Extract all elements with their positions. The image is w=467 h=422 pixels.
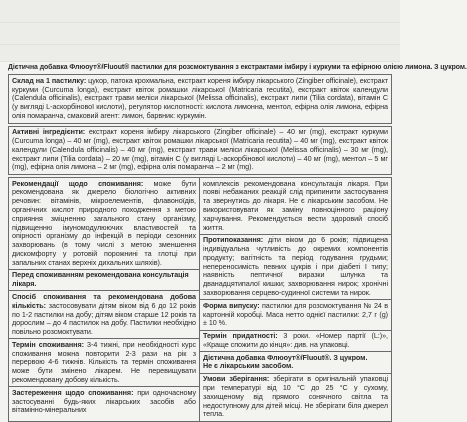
contraindications-text: діти віком до 6 років; підвищена індивідуальна чутливість до окремих компонентів продукту; вагітність та період годування грудьми; непереносимість певних цукрів і при діабеті І типу; наявність пептичної виразки шлунка та дванадцятипалої кишки; захворювання нирок; хронічні захворювання серцево-судинної системи та нирок. <box>203 235 388 297</box>
footer-block <box>200 352 391 374</box>
packaging-top-flap <box>0 0 400 62</box>
info-columns <box>8 177 392 422</box>
composition-label: Склад на 1 пастилку: <box>12 75 87 85</box>
label-panel <box>8 64 467 422</box>
release-form-label: Форма випуску: <box>203 300 260 310</box>
dosage-block <box>9 291 199 339</box>
fold-line <box>0 22 400 23</box>
warning-continued: комплексів рекомендована консультація лікаря. При появі небажаних реакцій слід припинити застосування та звернутись до лікаря. Не є лікарським засобом. Не використовувати як заміну повноцінного раціону харчування. Рекомендується вести здоровий спосіб життя. <box>200 178 391 235</box>
consultation-note: Перед споживанням рекомендована консультація лікаря. <box>9 270 199 292</box>
shelf-life-block <box>200 331 391 353</box>
storage-text: зберігати в оригінальній упаковці при температурі від 10 °С до 25 °С у сухому, захищеному від прямого сонячного світла та недоступному для дітей місці. Не зберігати біля джерел тепла. <box>203 374 388 419</box>
storage-label: Умови зберігання: <box>203 374 270 384</box>
product-title: Дієтична добавка Флюоут®/Fluout® пастилки для розсмоктування з екстрактами імбиру і куркуми та ефірною олією лимона. З цукром. <box>8 64 467 71</box>
recommendations-text: може бути рекомендована як джерело біологічно активних речовин: вітамінів, мікроелементів, флавоноїдів, органічних кислот природного походження з метою сприяння зміцненню загального стану організму, підвищенню імуномодулюючих властивостей та опірності організму до інфекцій в періоди сезонних захворювань (в тому числі з метою зменшення дискомфорту у ротовій порожнині та глотці при запальних станах верхніх дихальних шляхів). <box>12 178 196 267</box>
active-ingredients-label: Активні інгредієнти: <box>12 127 86 137</box>
shelf-life-text: 3 роки. «Номер партії (L:)», «Краще спожити до кінця»: див. на упаковці. <box>203 331 388 349</box>
contraindications-label: Протипоказання: <box>203 235 264 245</box>
term-text: 3-4 тижні, при необхідності курс споживання можна повторити 2-3 рази на рік з перервою 4-6 тижнів. Кількість та термін споживання може бути змінено лікарем. Не перевищувати рекомендовану добову кількість. <box>12 339 196 384</box>
term-block <box>9 339 199 387</box>
footer-note: Не є лікарським засобом. <box>203 361 294 371</box>
warning-label: Застереження щодо споживання: <box>12 387 134 397</box>
term-label: Термін споживання: <box>12 339 84 349</box>
fold-line <box>0 44 400 45</box>
active-ingredients-text: екстракт кореня імбиру лікарського (Zingiber officinale) – 40 мг (mg), екстракт куркуми (Curcuma longa) – 40 мг (mg), екстракт квіток ромашки лікарської (Matricaria recutita) – 40 мг (mg), екстракт квіток календули (Calendula officinalis) – 40 мг (mg), екстракт трави меліси лікарської (Melissa officinalis) – 30 мг (mg), екстракт липи (Tilia cordata) – 20 мг (mg), вітамін С (у вигляді L-аскорбінової кислоти) – 40 мг (mg), ментол – 5 мг (mg), ефірна олія лимона – 2 мг (mg), ефірна олія помаранча – 2 мг (mg). <box>12 127 388 172</box>
recommendations-label: Рекомендації щодо споживання: <box>12 178 144 188</box>
dosage-label: Спосіб споживання та рекомендована добова кількість: <box>12 291 196 310</box>
storage-block <box>200 374 391 421</box>
right-column <box>200 178 391 421</box>
warning-text: при одночасному застосуванні будь-яких лікарських засобів або вітамінно-мінеральних <box>12 387 197 415</box>
footer-title: Дієтична добавка Флюоут®/Fluout®. З цукром. <box>203 352 368 362</box>
contraindications-block <box>200 235 391 300</box>
composition-block <box>8 74 392 123</box>
warning-block <box>9 387 199 416</box>
shelf-life-label: Термін придатності: <box>203 331 278 341</box>
active-ingredients-block <box>8 126 392 175</box>
release-form-block <box>200 300 391 330</box>
release-form-text: пастилки для розсмоктування № 24 в картонній коробці. Маса нетто однієї пастилки: 2,7 г (g) ± 10 %. <box>203 300 388 328</box>
left-column <box>9 178 200 421</box>
composition-text: цукор, патока крохмальна, екстракт кореня імбиру лікарського (Zingiber officinale), екстракт куркуми (Curcuma longa), екстракт квіток ромашки лікарської (Matricaria recutita), екстракт квіток календули (Calendula officinalis), екстракт трави меліси лікарської (Melissa officinalis), екстракт липи (Tilia cordata), вітамін С (у вигляді L-аскорбінової кислоти), регулятор кислотності: кислота лимонна, ментол, ефірна олія лимона, ефірна олія помаранча, смаковий агент: лимон, барвник: куркумін. <box>12 75 389 120</box>
dosage-text: застосовувати дітям віком від 6 до 12 років по 1-2 пастилки на добу; дітям віком старше 12 років та дорослим – до 4 пастилок на добу. Пастилки необхідно повільно розсмоктувати. <box>12 300 196 337</box>
recommendations-block <box>9 178 199 270</box>
